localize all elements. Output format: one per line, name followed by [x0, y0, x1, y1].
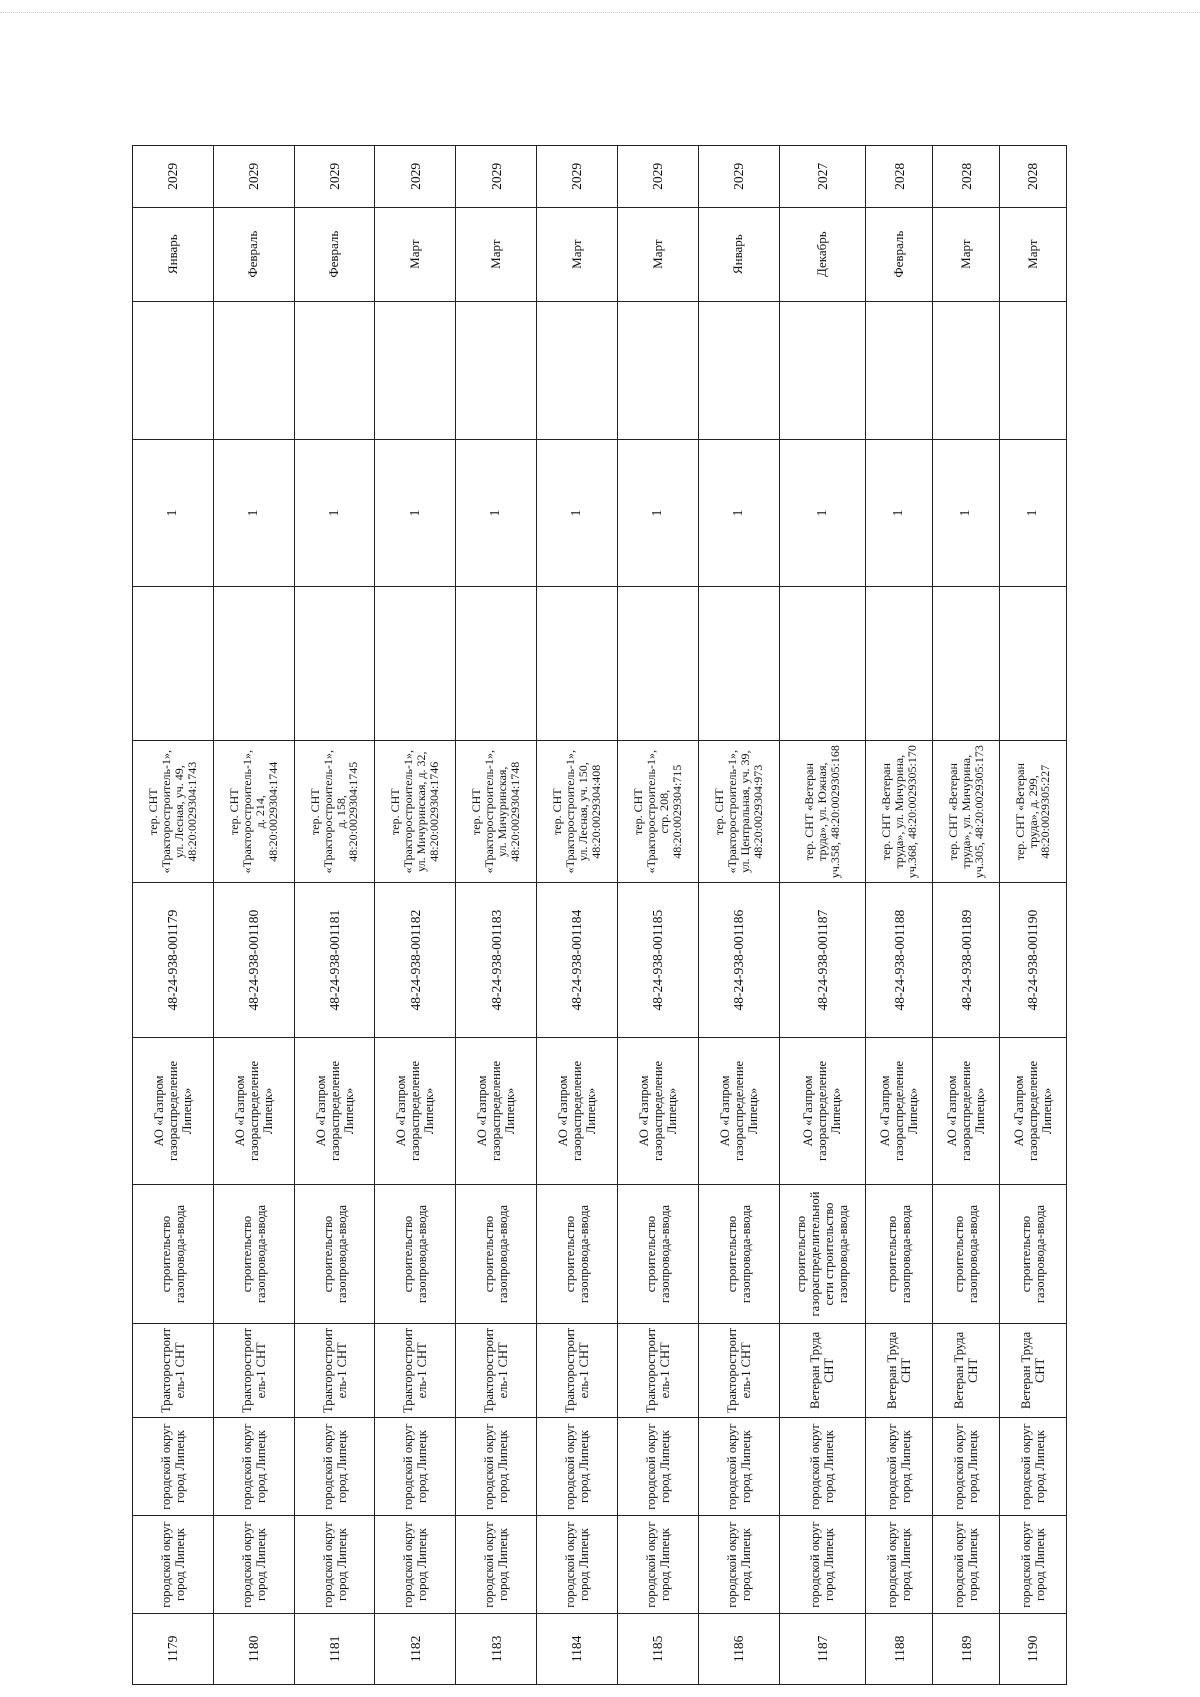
cell-year: 2027 — [779, 146, 866, 208]
cell-locality: Ветеран Труда СНТ — [779, 1324, 866, 1418]
cell-number: 1187 — [779, 1613, 866, 1684]
cell-address: тер. СНТ «Ветеран труда», ул. Мичурина, уч.305, 48:20:0029305:173 — [933, 740, 1000, 883]
cell-settlement: городской округ город Липецк — [933, 1417, 1000, 1516]
cell-number: 1181 — [294, 1613, 375, 1684]
table-body — [133, 146, 1067, 1685]
cell-address: тер. СНТ «Ветеран труда», ул. Южная, уч.358, 48:20:0029305:168 — [779, 740, 866, 883]
cell-month: Март — [537, 207, 618, 301]
cell-operator: АО «Газпром газораспределение Липецк» — [537, 1037, 618, 1184]
cell-operator: АО «Газпром газораспределение Липецк» — [213, 1037, 294, 1184]
cell-month: Февраль — [866, 207, 933, 301]
table-row — [456, 146, 537, 1685]
cell-work-type: строительство газопровода-ввода — [375, 1185, 456, 1324]
cell-settlement: городской округ город Липецк — [537, 1417, 618, 1516]
cell-locality: Ветеран Труда СНТ — [866, 1324, 933, 1418]
cell-locality: Ветеран Труда СНТ — [933, 1324, 1000, 1418]
cell-year: 2029 — [294, 146, 375, 208]
cell-municipality: городской округ город Липецк — [698, 1516, 779, 1613]
cell-object-id: 48-24-938-001188 — [866, 883, 933, 1037]
cell-operator: АО «Газпром газораспределение Липецк» — [779, 1037, 866, 1184]
cell-municipality: городской округ город Липецк — [617, 1516, 698, 1613]
cell-work-type: строительство газопровода-ввода — [698, 1185, 779, 1324]
cell-operator: АО «Газпром газораспределение Липецк» — [1000, 1037, 1067, 1184]
cell-empty — [537, 301, 618, 440]
cell-locality: Тракторостроитель-1 СНТ — [617, 1324, 698, 1418]
cell-operator: АО «Газпром газораспределение Липецк» — [375, 1037, 456, 1184]
cell-number: 1180 — [213, 1613, 294, 1684]
cell-empty — [779, 301, 866, 440]
cell-work-type: строительство газопровода-ввода — [456, 1185, 537, 1324]
table-row — [866, 146, 933, 1685]
cell-month: Март — [456, 207, 537, 301]
cell-municipality: городской округ город Липецк — [933, 1516, 1000, 1613]
cell-count: 1 — [933, 440, 1000, 586]
cell-object-id: 48-24-938-001185 — [617, 883, 698, 1037]
cell-empty — [933, 301, 1000, 440]
cell-empty — [779, 586, 866, 740]
cell-settlement: городской округ город Липецк — [456, 1417, 537, 1516]
cell-municipality: городской округ город Липецк — [866, 1516, 933, 1613]
cell-address: тер. СНТ «Тракторостроитель-1», д. 158, 48:20:0029304:1745 — [294, 740, 375, 883]
cell-municipality: городской округ город Липецк — [779, 1516, 866, 1613]
cell-operator: АО «Газпром газораспределение Липецк» — [294, 1037, 375, 1184]
cell-number: 1179 — [133, 1613, 214, 1684]
cell-operator: АО «Газпром газораспределение Липецк» — [617, 1037, 698, 1184]
cell-operator: АО «Газпром газораспределение Липецк» — [866, 1037, 933, 1184]
table-row — [617, 146, 698, 1685]
cell-work-type: строительство газопровода-ввода — [133, 1185, 214, 1324]
cell-settlement: городской округ город Липецк — [617, 1417, 698, 1516]
cell-address: тер. СНТ «Тракторостроитель-1», ул. Центральная, уч. 39, 48:20:0029304:973 — [698, 740, 779, 883]
cell-year: 2029 — [456, 146, 537, 208]
cell-year: 2029 — [375, 146, 456, 208]
cell-empty — [617, 301, 698, 440]
table-row — [375, 146, 456, 1685]
cell-empty — [456, 301, 537, 440]
cell-count: 1 — [133, 440, 214, 586]
cell-locality: Тракторостроитель-1 СНТ — [698, 1324, 779, 1418]
cell-number: 1184 — [537, 1613, 618, 1684]
cell-object-id: 48-24-938-001182 — [375, 883, 456, 1037]
cell-work-type: строительство газопровода-ввода — [537, 1185, 618, 1324]
cell-count: 1 — [537, 440, 618, 586]
cell-settlement: городской округ город Липецк — [698, 1417, 779, 1516]
cell-empty — [375, 301, 456, 440]
cell-operator: АО «Газпром газораспределение Липецк» — [933, 1037, 1000, 1184]
cell-locality: Тракторостроитель-1 СНТ — [456, 1324, 537, 1418]
cell-number: 1189 — [933, 1613, 1000, 1684]
cell-empty — [456, 586, 537, 740]
registry-table — [132, 145, 1067, 1685]
cell-empty — [698, 586, 779, 740]
cell-municipality: городской округ город Липецк — [456, 1516, 537, 1613]
cell-month: Март — [375, 207, 456, 301]
cell-count: 1 — [1000, 440, 1067, 586]
table-row — [213, 146, 294, 1685]
cell-settlement: городской округ город Липецк — [213, 1417, 294, 1516]
cell-empty — [133, 301, 214, 440]
cell-empty — [294, 301, 375, 440]
cell-month: Март — [1000, 207, 1067, 301]
cell-settlement: городской округ город Липецк — [294, 1417, 375, 1516]
cell-operator: АО «Газпром газораспределение Липецк» — [133, 1037, 214, 1184]
cell-operator: АО «Газпром газораспределение Липецк» — [698, 1037, 779, 1184]
cell-empty — [1000, 586, 1067, 740]
cell-settlement: городской округ город Липецк — [1000, 1417, 1067, 1516]
cell-month: Декабрь — [779, 207, 866, 301]
cell-number: 1182 — [375, 1613, 456, 1684]
cell-locality: Тракторостроитель-1 СНТ — [133, 1324, 214, 1418]
cell-count: 1 — [294, 440, 375, 586]
cell-object-id: 48-24-938-001183 — [456, 883, 537, 1037]
cell-empty — [866, 301, 933, 440]
cell-address: тер. СНТ «Ветеран труда», д. 299, 48:20:0029305:227 — [1000, 740, 1067, 883]
cell-address: тер. СНТ «Ветеран труда», ул. Мичурина, уч.368, 48:20:0029305:170 — [866, 740, 933, 883]
cell-year: 2029 — [133, 146, 214, 208]
table-row — [133, 146, 214, 1685]
cell-work-type: строительство газораспределительной сети строительство газопровода-ввода — [779, 1185, 866, 1324]
cell-month: Январь — [133, 207, 214, 301]
cell-number: 1186 — [698, 1613, 779, 1684]
cell-object-id: 48-24-938-001187 — [779, 883, 866, 1037]
cell-count: 1 — [866, 440, 933, 586]
cell-work-type: строительство газопровода-ввода — [213, 1185, 294, 1324]
cell-locality: Тракторостроитель-1 СНТ — [213, 1324, 294, 1418]
cell-count: 1 — [617, 440, 698, 586]
cell-work-type: строительство газопровода-ввода — [933, 1185, 1000, 1324]
cell-address: тер. СНТ «Тракторостроитель-1», стр. 208, 48:20:0029304:715 — [617, 740, 698, 883]
cell-work-type: строительство газопровода-ввода — [866, 1185, 933, 1324]
cell-year: 2028 — [933, 146, 1000, 208]
cell-municipality: городской округ город Липецк — [294, 1516, 375, 1613]
cell-empty — [698, 301, 779, 440]
table-row — [537, 146, 618, 1685]
cell-month: Январь — [698, 207, 779, 301]
cell-object-id: 48-24-938-001190 — [1000, 883, 1067, 1037]
cell-municipality: городской округ город Липецк — [375, 1516, 456, 1613]
table-row — [933, 146, 1000, 1685]
cell-month: Март — [617, 207, 698, 301]
cell-month: Февраль — [294, 207, 375, 301]
cell-work-type: строительство газопровода-ввода — [1000, 1185, 1067, 1324]
table-row — [294, 146, 375, 1685]
cell-month: Март — [933, 207, 1000, 301]
cell-count: 1 — [698, 440, 779, 586]
cell-count: 1 — [375, 440, 456, 586]
cell-settlement: городской округ город Липецк — [375, 1417, 456, 1516]
cell-empty — [213, 586, 294, 740]
cell-year: 2029 — [617, 146, 698, 208]
cell-count: 1 — [779, 440, 866, 586]
cell-year: 2028 — [866, 146, 933, 208]
cell-empty — [294, 586, 375, 740]
cell-object-id: 48-24-938-001186 — [698, 883, 779, 1037]
cell-address: тер. СНТ «Тракторостроитель-1», ул. Мичуринская, д. 32, 48:20:0029304:1746 — [375, 740, 456, 883]
cell-address: тер. СНТ «Тракторостроитель-1», д. 214, 48:20:0029304:1744 — [213, 740, 294, 883]
cell-settlement: городской округ город Липецк — [866, 1417, 933, 1516]
cell-municipality: городской округ город Липецк — [1000, 1516, 1067, 1613]
cell-empty — [133, 586, 214, 740]
cell-number: 1188 — [866, 1613, 933, 1684]
cell-year: 2029 — [213, 146, 294, 208]
rotated-table-wrapper — [132, 145, 1067, 1685]
cell-number: 1190 — [1000, 1613, 1067, 1684]
cell-locality: Тракторостроитель-1 СНТ — [294, 1324, 375, 1418]
cell-address: тер. СНТ «Тракторостроитель-1», ул. Мичуринская, 48:20:0029304:1748 — [456, 740, 537, 883]
cell-work-type: строительство газопровода-ввода — [617, 1185, 698, 1324]
cell-operator: АО «Газпром газораспределение Липецк» — [456, 1037, 537, 1184]
cell-settlement: городской округ город Липецк — [133, 1417, 214, 1516]
cell-number: 1185 — [617, 1613, 698, 1684]
cell-work-type: строительство газопровода-ввода — [294, 1185, 375, 1324]
cell-locality: Ветеран Труда СНТ — [1000, 1324, 1067, 1418]
cell-object-id: 48-24-938-001189 — [933, 883, 1000, 1037]
cell-empty — [933, 586, 1000, 740]
table-row — [698, 146, 779, 1685]
cell-empty — [537, 586, 618, 740]
cell-year: 2029 — [698, 146, 779, 208]
cell-count: 1 — [456, 440, 537, 586]
cell-locality: Тракторостроитель-1 СНТ — [375, 1324, 456, 1418]
cell-address: тер. СНТ «Тракторостроитель-1», ул. Лесная, уч. 49, 48:20:0029304:1743 — [133, 740, 214, 883]
cell-empty — [375, 586, 456, 740]
cell-empty — [1000, 301, 1067, 440]
cell-municipality: городской округ город Липецк — [133, 1516, 214, 1613]
cell-empty — [617, 586, 698, 740]
cell-municipality: городской округ город Липецк — [213, 1516, 294, 1613]
cell-object-id: 48-24-938-001179 — [133, 883, 214, 1037]
cell-locality: Тракторостроитель-1 СНТ — [537, 1324, 618, 1418]
cell-settlement: городской округ город Липецк — [779, 1417, 866, 1516]
cell-year: 2028 — [1000, 146, 1067, 208]
table-row — [1000, 146, 1067, 1685]
cell-number: 1183 — [456, 1613, 537, 1684]
cell-object-id: 48-24-938-001180 — [213, 883, 294, 1037]
cell-empty — [866, 586, 933, 740]
cell-count: 1 — [213, 440, 294, 586]
cell-address: тер. СНТ «Тракторостроитель-1», ул. Лесная, уч. 150, 48:20:0029304:408 — [537, 740, 618, 883]
cell-empty — [213, 301, 294, 440]
cell-municipality: городской округ город Липецк — [537, 1516, 618, 1613]
scan-edge-line — [0, 12, 1200, 13]
cell-year: 2029 — [537, 146, 618, 208]
cell-object-id: 48-24-938-001184 — [537, 883, 618, 1037]
cell-object-id: 48-24-938-001181 — [294, 883, 375, 1037]
table-row — [779, 146, 866, 1685]
cell-month: Февраль — [213, 207, 294, 301]
